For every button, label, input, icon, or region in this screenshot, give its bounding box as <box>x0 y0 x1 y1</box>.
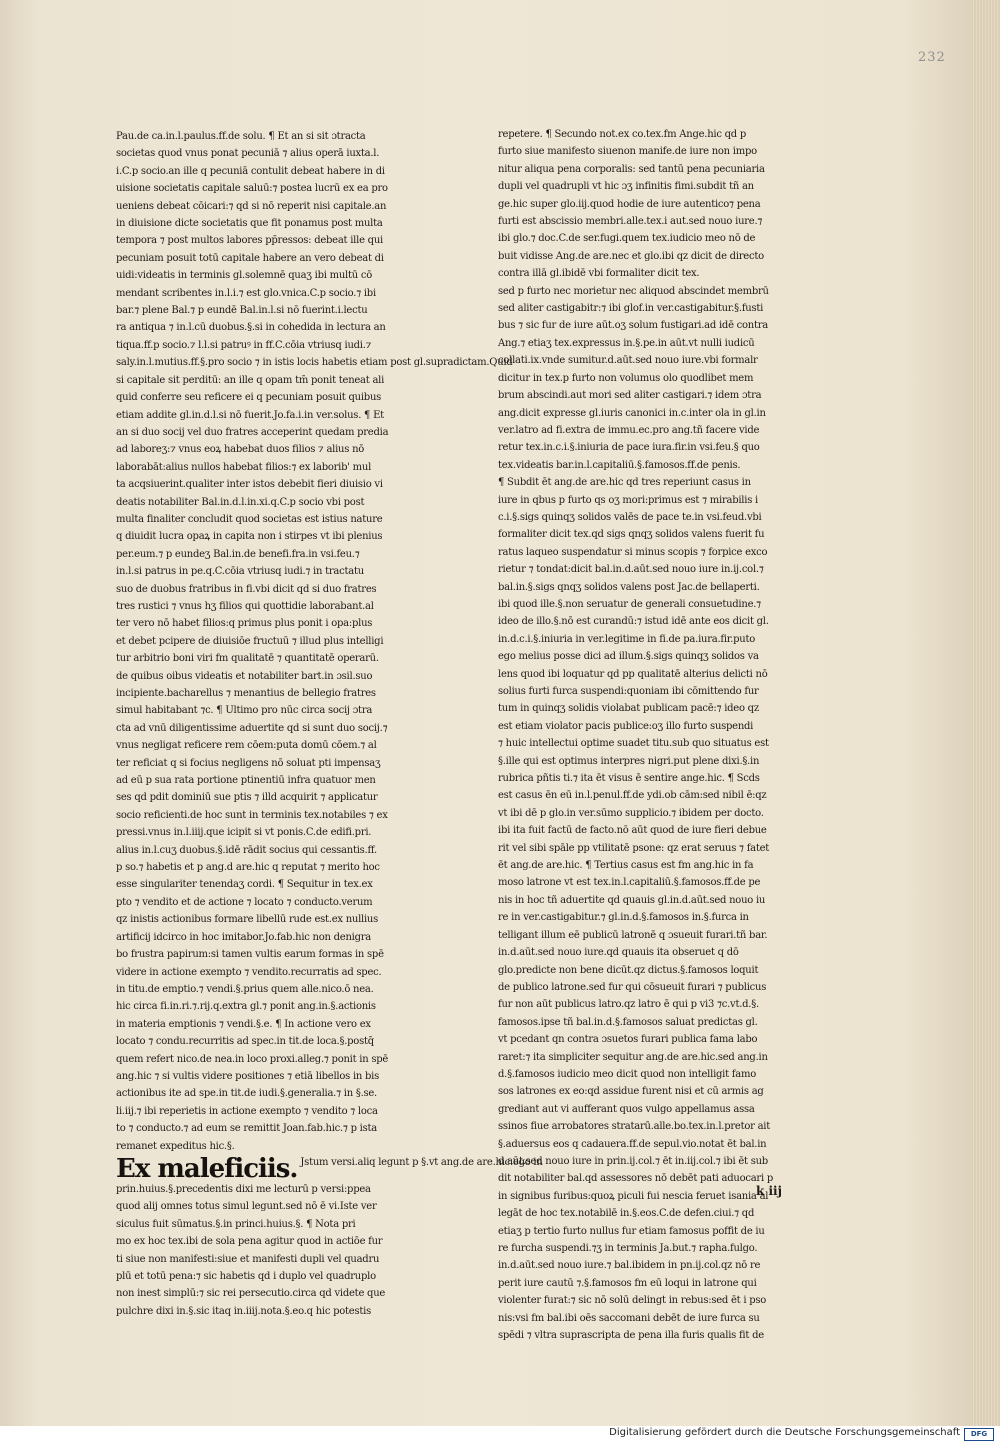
text-line: uisione societatis capitale saluū:⁊ postea lucrū ex ea pro <box>116 183 388 195</box>
text-line: multa finaliter concludit quod societas est istius nature <box>116 513 383 525</box>
text-line: tempora ⁊ post multos labores pp̄ressos: debeat ille qui <box>116 235 383 247</box>
text-line: ibi glo.⁊ doc.C.de ser.fugi.quem tex.iudicio meo nō de <box>498 233 756 245</box>
text-line: raret:⁊ ita simpliciter sequitur ang.de are.hic.sed ang.in <box>498 1051 768 1063</box>
text-line: Pau.de ca.in.l.paulus.ff.de solu. ¶ Et an si sit ɔtracta <box>116 131 366 142</box>
text-line: bo frustra papirum:si tamen vultis earum formas in spē <box>116 949 384 961</box>
text-line: brum abscindi.aut mori sed aliter castigari.⁊ idem ɔtra <box>498 390 762 402</box>
text-line: etiaʒ p tertio furto nullus fur etiam famosus poffit de iu <box>498 1225 765 1237</box>
page-fore-edge <box>972 0 1000 1426</box>
text-line: tum in quinqʒ solidis violabat publicam pacē:⁊ ideo qz <box>498 703 759 715</box>
text-line: de publico latrone.sed fur qui cōsueuit furari ⁊ publicus <box>498 981 767 993</box>
text-line: repetere. ¶ Secundo not.ex co.tex.fm Ange.hic qd p <box>498 129 746 140</box>
text-line: ses qd pdit dominiū sue ptis ⁊ illd acquirit ⁊ applicatur <box>116 792 378 804</box>
text-line: ideo de illo.§.nō est curandū:⁊ istud idē ante eos dicit gl. <box>498 616 769 628</box>
text-line: videre in actione exempto ⁊ vendito.recurratis ad spec. <box>116 966 382 978</box>
text-line: pecuniam posuit totū capitale habere an vero debeat di <box>116 252 384 264</box>
text-line: §.ille qui est optimus interpres nigri.put plene dixi.§.in <box>498 755 760 767</box>
text-line: violenter furat:⁊ sic nō solū delingt in rebus:sed ēt i pso <box>498 1295 766 1307</box>
text-line: ratus laqueo suspendatur si minus scopis ⁊ forpice exco <box>498 546 768 558</box>
text-line: d.§.famosos iudicio meo dicit quod non intelligit famo <box>498 1068 756 1080</box>
text-line: quid conferre seu reficere ei q pecuniam posuit quibus <box>116 392 382 404</box>
text-line: laborabāt:alius nullos habebat filios:⁊ ex laborib' mul <box>116 461 372 473</box>
text-line: ego melius posse dici ad illum.§.sigs quinqʒ solidos va <box>498 651 759 663</box>
text-line: actionibus ite ad spe.in tit.de iudi.§.generalia.⁊ in §.se. <box>116 1088 377 1100</box>
text-line: non inest simplū:⁊ sic rei persecutio.circa qd videte que <box>116 1288 386 1300</box>
text-line: ver.latro ad fi.extra de immu.ec.pro ang.tñ facere vide <box>498 424 760 436</box>
text-line: rit vel sibi spāle pp vtilitatē psone: qz erat seruus ⁊ fatet <box>498 842 770 854</box>
text-line: bar.⁊ plene Bal.⁊ p eundē Bal.in.l.si nō fuerint.i.lectu <box>116 305 368 317</box>
text-line: bal.in.§.sigs qnqʒ solidos valens post Jac.de bellaperti. <box>498 581 760 593</box>
text-line: plū et totū pena:⁊ sic habetis qd i duplo vel quadruplo <box>116 1271 376 1282</box>
text-line: i.C.p socio.an ille q pecuniā contulit debeat habere in di <box>116 165 385 177</box>
text-line: ueniens debeat cōicari:⁊ qd si nō reperit nisi capitale.an <box>116 200 387 212</box>
text-line: in signibus furibus:quoꝝ piculi fui nescia feruet isania al <box>498 1190 769 1202</box>
text-line: suo de duobus fratribus in fi.vbi dicit qd si duo fratres <box>116 583 377 595</box>
text-line: ra antiqua ⁊ in.l.cū duobus.§.si in cohedida in lectura an <box>116 322 386 334</box>
section-heading-continuation: Jstum versi.aliq legunt p §.vt ang.de are.hic.ego in <box>300 1156 543 1168</box>
text-line: ibi quod ille.§.non seruatur de generali consuetudine.⁊ <box>498 598 761 610</box>
text-line: in.d.c.i.§.iniuria in ver.legitime in fi.de pa.iura.fir.puto <box>498 633 756 645</box>
text-line: saly.in.l.mutius.ff.§.pro socio ⁊ in istis locis habetis etiam post gl.supradictam.Quid <box>116 357 513 369</box>
text-line: simul habitabant ⁊c. ¶ Ultimo pro nūc circa socij ɔtra <box>116 705 373 717</box>
text-line: to ⁊ conducto.⁊ ad eum se remittit Joan.fab.hic.⁊ p ista <box>116 1123 377 1135</box>
left-column-body-bottom <box>116 1181 432 1320</box>
text-line: ad eū p sua rata portione ptinentiū infra quatuor men <box>116 775 376 787</box>
text-line: in.l.si patrus in pe.q.C.cōia vtriusq iudi.⁊ in tractatu <box>116 566 364 578</box>
text-line: ge.hic super glo.iij.quod hodie de iure autentico⁊ pena <box>498 198 761 210</box>
text-line: societas quod vnus ponat pecuniā ⁊ alius operā iuxta.l. <box>116 148 380 160</box>
text-line: vnus negligat reficere rem cōem:puta domū cōem.⁊ al <box>116 740 377 752</box>
text-line: ¶ Subdit ēt ang.de are.hic qd tres reperiunt casus in <box>498 477 751 489</box>
text-line: vt pcedant qn contra ɔsuetos furari publica fama labo <box>498 1034 758 1046</box>
text-line: legāt de hoc tex.notabilē in.§.eos.C.de defen.ciui.⁊ qd <box>498 1208 755 1220</box>
text-line: uidi:videatis in terminis gl.solemnē quaʒ ibi multū cō <box>116 270 372 282</box>
text-line: solius furti furca suspendi:quoniam ibi cōmittendo fur <box>498 686 759 697</box>
text-line: pto ⁊ vendito et de actione ⁊ locato ⁊ conducto.verum <box>116 896 373 908</box>
text-line: ēt ang.de are.hic. ¶ Tertius casus est fm ang.hic in fa <box>498 860 754 872</box>
text-line: retur tex.in.c.i.§.iniuria de pace iura.fir.in vsi.feu.§ quo <box>498 442 760 454</box>
text-line: incipiente.bacharellus ⁊ menantius de bellegio fratres <box>116 688 376 699</box>
text-line: quem refert nico.de nea.in loco proxi.alleg.⁊ ponit in spē <box>116 1053 389 1065</box>
text-line: dicitur in tex.p furto non volumus olo quodlibet mem <box>498 372 754 384</box>
text-line: deatis notabiliter Bal.in.d.l.in.xi.q.C.p socio vbi post <box>116 496 365 508</box>
text-line: ang.dicit expresse gl.iuris canonici in.c.inter ola in gl.in <box>498 407 766 419</box>
text-line: collati.ix.vnde sumitur.d.aūt.sed nouo iure.vbi formalr <box>498 355 758 367</box>
right-column-body <box>498 126 816 1344</box>
text-line: li.iij.⁊ ibi reperietis in actione exempto ⁊ vendito ⁊ loca <box>116 1105 378 1117</box>
text-line: in titu.de emptio.⁊ vendi.§.prius quem alle.nico.ō nea. <box>116 983 374 995</box>
text-line: est etiam violator pacis publice:oʒ illo furto suspendi <box>498 720 754 732</box>
text-line: telligant illum eē publicū latronē q ɔsueuit furari.tñ bar. <box>498 929 768 941</box>
text-line: socio reficienti.de hoc sunt in terminis tex.notabiles ⁊ ex <box>116 809 388 821</box>
section-heading-line <box>116 1153 543 1184</box>
text-line: rietur ⁊ tondat:dicit bal.in.d.aūt.sed nouo iure in.ij.col.⁊ <box>498 564 764 576</box>
text-line: ssinos fiue arrobatores stratarū.alle.bo.tex.in.l.pretor ait <box>498 1121 771 1133</box>
text-line: ti siue non manifesti:siue et manifesti dupli vel quadru <box>116 1253 380 1265</box>
text-line: tres rustici ⁊ vnus hʒ filios qui quottidie laborabant.al <box>116 600 374 612</box>
text-line: tiqua.ff.p socio.⁊ l.l.si patruꝰ in ff.C.cōia vtriusq iudi.⁊ <box>116 339 372 351</box>
text-line: in diuisione dicte societatis que fit ponamus post multa <box>116 218 383 230</box>
text-line: in materia emptionis ⁊ vendi.§.e. ¶ In actione vero ex <box>116 1018 371 1030</box>
text-line: p so.⁊ habetis et p ang.d are.hic q reputat ⁊ merito hoc <box>116 862 380 874</box>
text-line: furti est abscissio membri.alle.tex.i aut.sed nouo iure.⁊ <box>498 216 763 228</box>
text-line: quod alij omnes totus simul legunt.sed nō ē vi.Iste ver <box>116 1201 377 1213</box>
text-line: nitur aliqua pena corporalis: sed tantū pena pecuniaria <box>498 163 765 175</box>
text-line: alius in.l.cuʒ duobus.§.idē rādit socius qui cessantis.ff. <box>116 844 377 856</box>
text-line: etiam addite gl.in.d.l.si nō fuerit.Jo.fa.i.in ver.solus. ¶ Et <box>116 409 384 421</box>
text-line: ter vero nō habet filios:q primus plus ponit i opa:plus <box>116 618 373 630</box>
text-line: grediant aut vi aufferant quos vulgo appellamus assa <box>498 1103 755 1115</box>
folio-number: 232 <box>918 50 946 65</box>
left-column-body-top <box>116 128 513 1155</box>
text-line: locato ⁊ condu.recurritis ad spec.in tit.de loca.§.postq̄ <box>116 1036 374 1048</box>
text-line: q diuidit lucra opaꝝ in capita non i stirpes vt ibi plenius <box>116 531 383 543</box>
text-line: spēdi ⁊ vltra suprascripta de pena illa furis qualis fit de <box>498 1330 764 1342</box>
text-line: ta acqsiuerint.qualiter inter istos debebit fieri diuisio vi <box>116 479 383 491</box>
text-line: moso latrone vt est tex.in.l.capitaliū.§.famosos.ff.de pe <box>498 877 761 889</box>
text-line: esse singulariter tenendaʒ cordi. ¶ Sequitur in tex.ex <box>116 879 373 891</box>
text-line: in.d.aūt.sed nouo iure.⁊ bal.ibidem in pn.ij.col.qz nō re <box>498 1260 761 1272</box>
text-line: buit vidisse Ang.de are.nec et glo.ibi qz dicit de directo <box>498 250 764 262</box>
text-line: rubrica pñtis ti.⁊ ita ēt visus ē sentire ange.hic. ¶ Scds <box>498 773 760 785</box>
text-line: et debet pcipere de diuisiōe fructuū ⁊ illud plus intelligi <box>116 635 384 647</box>
text-line: re furcha suspendi.⁊ʒ in terminis Ja.but.⁊ rapha.fulgo. <box>498 1243 758 1254</box>
text-line: remanet expeditus hic.§. <box>116 1140 235 1152</box>
text-line: dupli vel quadrupli vt hic ɔʒ infinitis fimi.subdit tñ an <box>498 181 754 193</box>
text-line: pulchre dixi in.§.sic itaq in.iiij.nota.§.eo.q hic potestis <box>116 1305 371 1317</box>
dfg-logo: DFG <box>964 1428 994 1441</box>
text-line: sed aliter castigabitr:⁊ ibi glof.in ver.castigabitur.§.fusti <box>498 303 764 315</box>
section-heading: Ex maleficiis. <box>116 1153 298 1184</box>
text-line: iure in qbus p furto qs oʒ mori:primus est ⁊ mirabilis i <box>498 494 758 506</box>
text-line: de quibus oibus videatis et notabiliter bart.in ɔsil.suo <box>116 670 373 682</box>
text-line: per.eum.⁊ p eundeʒ Bal.in.de benefi.fra.in vsi.feu.⁊ <box>116 548 360 560</box>
signature-mark: k iij <box>756 1184 782 1198</box>
text-line: nis in hoc tñ aduertite qd quauis gl.in.d.aūt.sed nouo iu <box>498 894 766 906</box>
left-text-column <box>116 128 543 1320</box>
text-line: re in ver.castigabitur.⁊ gl.in.d.§.famosos in.§.furca in <box>498 912 749 924</box>
text-line: ibi ita fuit factū de facto.nō aūt quod de iure fieri debue <box>498 825 767 837</box>
text-line: tur arbitrio boni viri fm qualitatē ⁊ quantitatē operarū. <box>116 653 379 665</box>
text-line: fur non aūt publicus latro.qz latro ē qui p vi3 ⁊c.vt.d.§. <box>498 999 759 1011</box>
text-line: d.aūt.sed nouo iure in prin.ij.col.⁊ ēt in.iij.col.⁊ ibi ēt sub <box>498 1155 768 1167</box>
text-line: hic circa fi.in.ri.⁊.rij.q.extra gl.⁊ ponit ang.in.§.actionis <box>116 1001 376 1013</box>
text-line: siculus fuit sūmatus.§.in princi.huius.§. ¶ Nota pri <box>116 1218 356 1230</box>
text-line: vt ibi dē p glo.in ver.sūmo supplicio.⁊ ibidem per docto. <box>498 807 764 819</box>
digitization-footer <box>0 1426 1000 1442</box>
text-line: si capitale sit perditū: an ille q opam tm̄ ponit teneat ali <box>116 374 385 386</box>
text-line: ang.hic ⁊ si vultis videre positiones ⁊ etiā libellos in bis <box>116 1070 379 1082</box>
text-line: glo.predicte non bene dicūt.qz dictus.§.famosos loquit <box>498 964 759 976</box>
text-line: sos latrones ex eo:qd assidue furent nisi et cū armis ag <box>498 1086 764 1098</box>
text-line: est casus ēn eū in.l.penul.ff.de ydi.ob cām:sed nibil ē:qz <box>498 790 767 802</box>
text-line: contra illā gl.ibidē vbi formaliter dicit tex. <box>498 268 700 280</box>
text-line: ⁊ huic intellectui optime suadet titu.sub quo situatus est <box>498 738 769 750</box>
text-line: prin.huius.§.precedentis dixi me lecturū p versi:ppea <box>116 1183 371 1195</box>
funding-credit: Digitalisierung gefördert durch die Deutsche Forschungsgemeinschaft <box>609 1427 960 1438</box>
text-line: an si duo socij vel duo fratres acceperint quedam predia <box>116 426 389 438</box>
text-line: cta ad vnū diligentissime aduertite qd si sunt duo socij.⁊ <box>116 722 388 734</box>
right-text-column <box>498 126 816 1344</box>
text-line: mo ex hoc tex.ibi de sola pena agitur quod in actiōe fur <box>116 1236 383 1248</box>
text-line: perit iure cautū ⁊.§.famosos fm eū loqui in latrone qui <box>498 1277 757 1289</box>
text-line: §.aduersus eos q cadauera.ff.de sepul.vio.notat ēt bal.in <box>498 1138 767 1150</box>
text-line: Ang.⁊ etiaʒ tex.expressus in.§.pe.in aūt.vt nulli iudicū <box>498 337 755 349</box>
text-line: artificij idcirco in hoc imitabor.Jo.fab.hic non denigra <box>116 931 371 943</box>
text-line: tex.videatis bar.in.l.capitaliū.§.famosos.ff.de penis. <box>498 459 741 471</box>
text-line: ad laboreʒ:⁊ vnus eoꝝ habebat duos filios ⁊ alius nō <box>116 444 365 456</box>
text-line: bus ⁊ sic fur de iure aūt.oʒ solum fustigari.ad idē contra <box>498 320 768 332</box>
text-line: sed p furto nec morietur nec aliquod abscindet membrū <box>498 285 769 297</box>
text-line: lens quod ibi loquatur qd pp qualitatē alterius delicti nō <box>498 668 768 680</box>
text-line: ter reficiat q si focius negligens nō soluat pti impensaʒ <box>116 757 381 769</box>
text-line: famosos.ipse tñ bal.in.d.§.famosos saluat predictas gl. <box>498 1016 758 1028</box>
text-line: pressi.vnus in.l.iiij.que icipit si vt ponis.C.de edifi.pri. <box>116 827 372 839</box>
text-line: formaliter dicit tex.qd sigs qnqʒ solidos valens fuerit fu <box>498 529 765 541</box>
text-line: in.d.aūt.sed nouo iure.qd quauis ita obseruet q dō <box>498 947 739 959</box>
text-line: dit notabiliter bal.qd assessores nō debēt pati aduocari p <box>498 1173 773 1185</box>
text-line: qz inistis actionibus formare libellū rude est.ex nullius <box>116 914 378 926</box>
text-line: mendant scribentes in.l.i.⁊ est glo.vnica.C.p socio.⁊ ibi <box>116 287 376 299</box>
text-line: nis:vsi fm bal.ibi oēs saccomani debēt de iure furca su <box>498 1312 760 1324</box>
text-line: furto siue manifesto siuenon manife.de iure non impo <box>498 146 757 158</box>
text-line: c.i.§.sigs quinqʒ solidos valēs de pace te.in vsi.feud.vbi <box>498 511 762 523</box>
